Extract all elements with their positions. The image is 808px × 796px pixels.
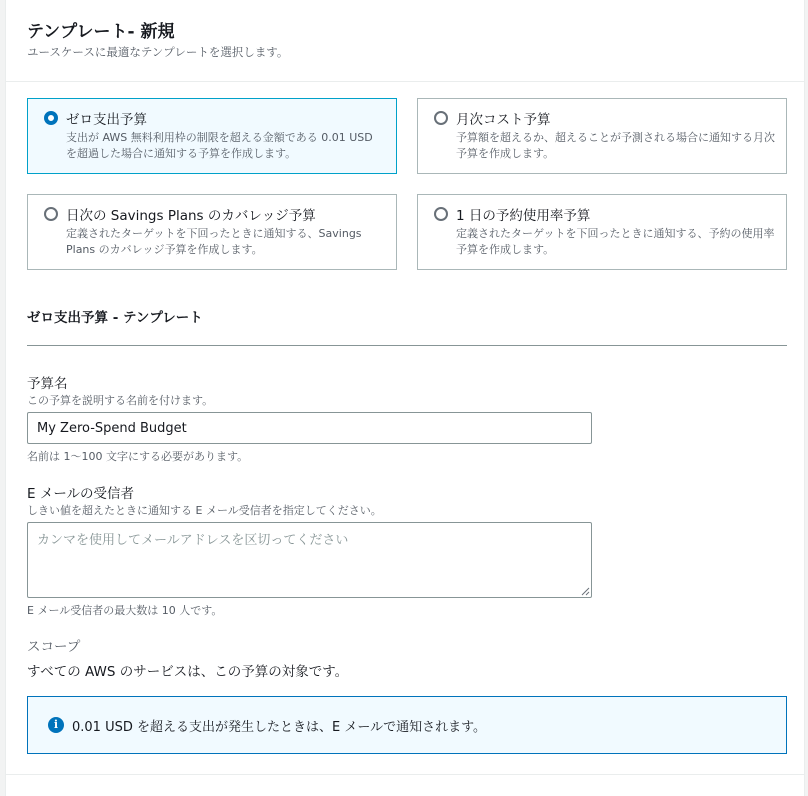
panel-header (6, 0, 804, 82)
scope-value: すべての AWS のサービスは、この予算の対象です。 (27, 664, 349, 680)
template-title: 日次の Savings Plans のカバレッジ予算 (66, 208, 316, 224)
budget-name-label: 予算名 (27, 376, 68, 392)
page-title: テンプレート- 新規 (27, 22, 175, 42)
radio-selected-icon[interactable] (44, 111, 58, 125)
template-tile-monthly-cost[interactable] (417, 98, 787, 174)
footer-divider (6, 774, 804, 775)
email-recipients-label: E メールの受信者 (27, 486, 135, 502)
scope-label: スコープ (27, 639, 81, 655)
budget-name-description: この予算を説明する名前を付けます。 (27, 394, 214, 407)
radio-unselected-icon[interactable] (434, 207, 448, 221)
page-subtitle: ユースケースに最適なテンプレートを選択します。 (27, 45, 289, 59)
template-description: 定義されたターゲットを下回ったときに通知する、Savings Plans のカバレッジ予算を作成します。 (66, 227, 362, 256)
template-title: ゼロ支出予算 (66, 112, 147, 128)
template-description: 支出が AWS 無料利用枠の制限を超える金額である 0.01 USD を超過した場合に通知する予算を作成します。 (66, 131, 373, 160)
email-recipients-textarea[interactable] (27, 522, 592, 598)
budget-name-constraint: 名前は 1～100 文字にする必要があります。 (27, 450, 249, 463)
resize-handle-icon[interactable] (580, 586, 590, 596)
template-description: 予算額を超えるか、超えることが予測される場合に通知する月次予算を作成します。 (456, 131, 775, 160)
budget-name-input[interactable] (27, 412, 592, 444)
template-tile-reservation-utilization[interactable] (417, 194, 787, 270)
info-alert (27, 696, 787, 754)
radio-unselected-icon[interactable] (44, 207, 58, 221)
template-tile-savings-plans-coverage[interactable] (27, 194, 397, 270)
template-title: 月次コスト予算 (456, 112, 551, 128)
template-description: 定義されたターゲットを下回ったときに通知する、予約の使用率予算を作成します。 (456, 227, 775, 256)
email-recipients-description: しきい値を超えたときに通知する E メール受信者を指定してください。 (27, 504, 382, 517)
section-title: ゼロ支出予算 - テンプレート (27, 310, 203, 326)
info-text: 0.01 USD を超える支出が発生したときは、E メールで通知されます。 (72, 720, 487, 735)
info-icon: i (48, 717, 64, 733)
template-panel (5, 0, 805, 796)
section-divider (27, 345, 787, 346)
template-title: 1 日の予約使用率予算 (456, 208, 591, 224)
email-recipients-constraint: E メール受信者の最大数は 10 人です。 (27, 604, 223, 617)
radio-unselected-icon[interactable] (434, 111, 448, 125)
template-tile-zero-spend[interactable] (27, 98, 397, 174)
